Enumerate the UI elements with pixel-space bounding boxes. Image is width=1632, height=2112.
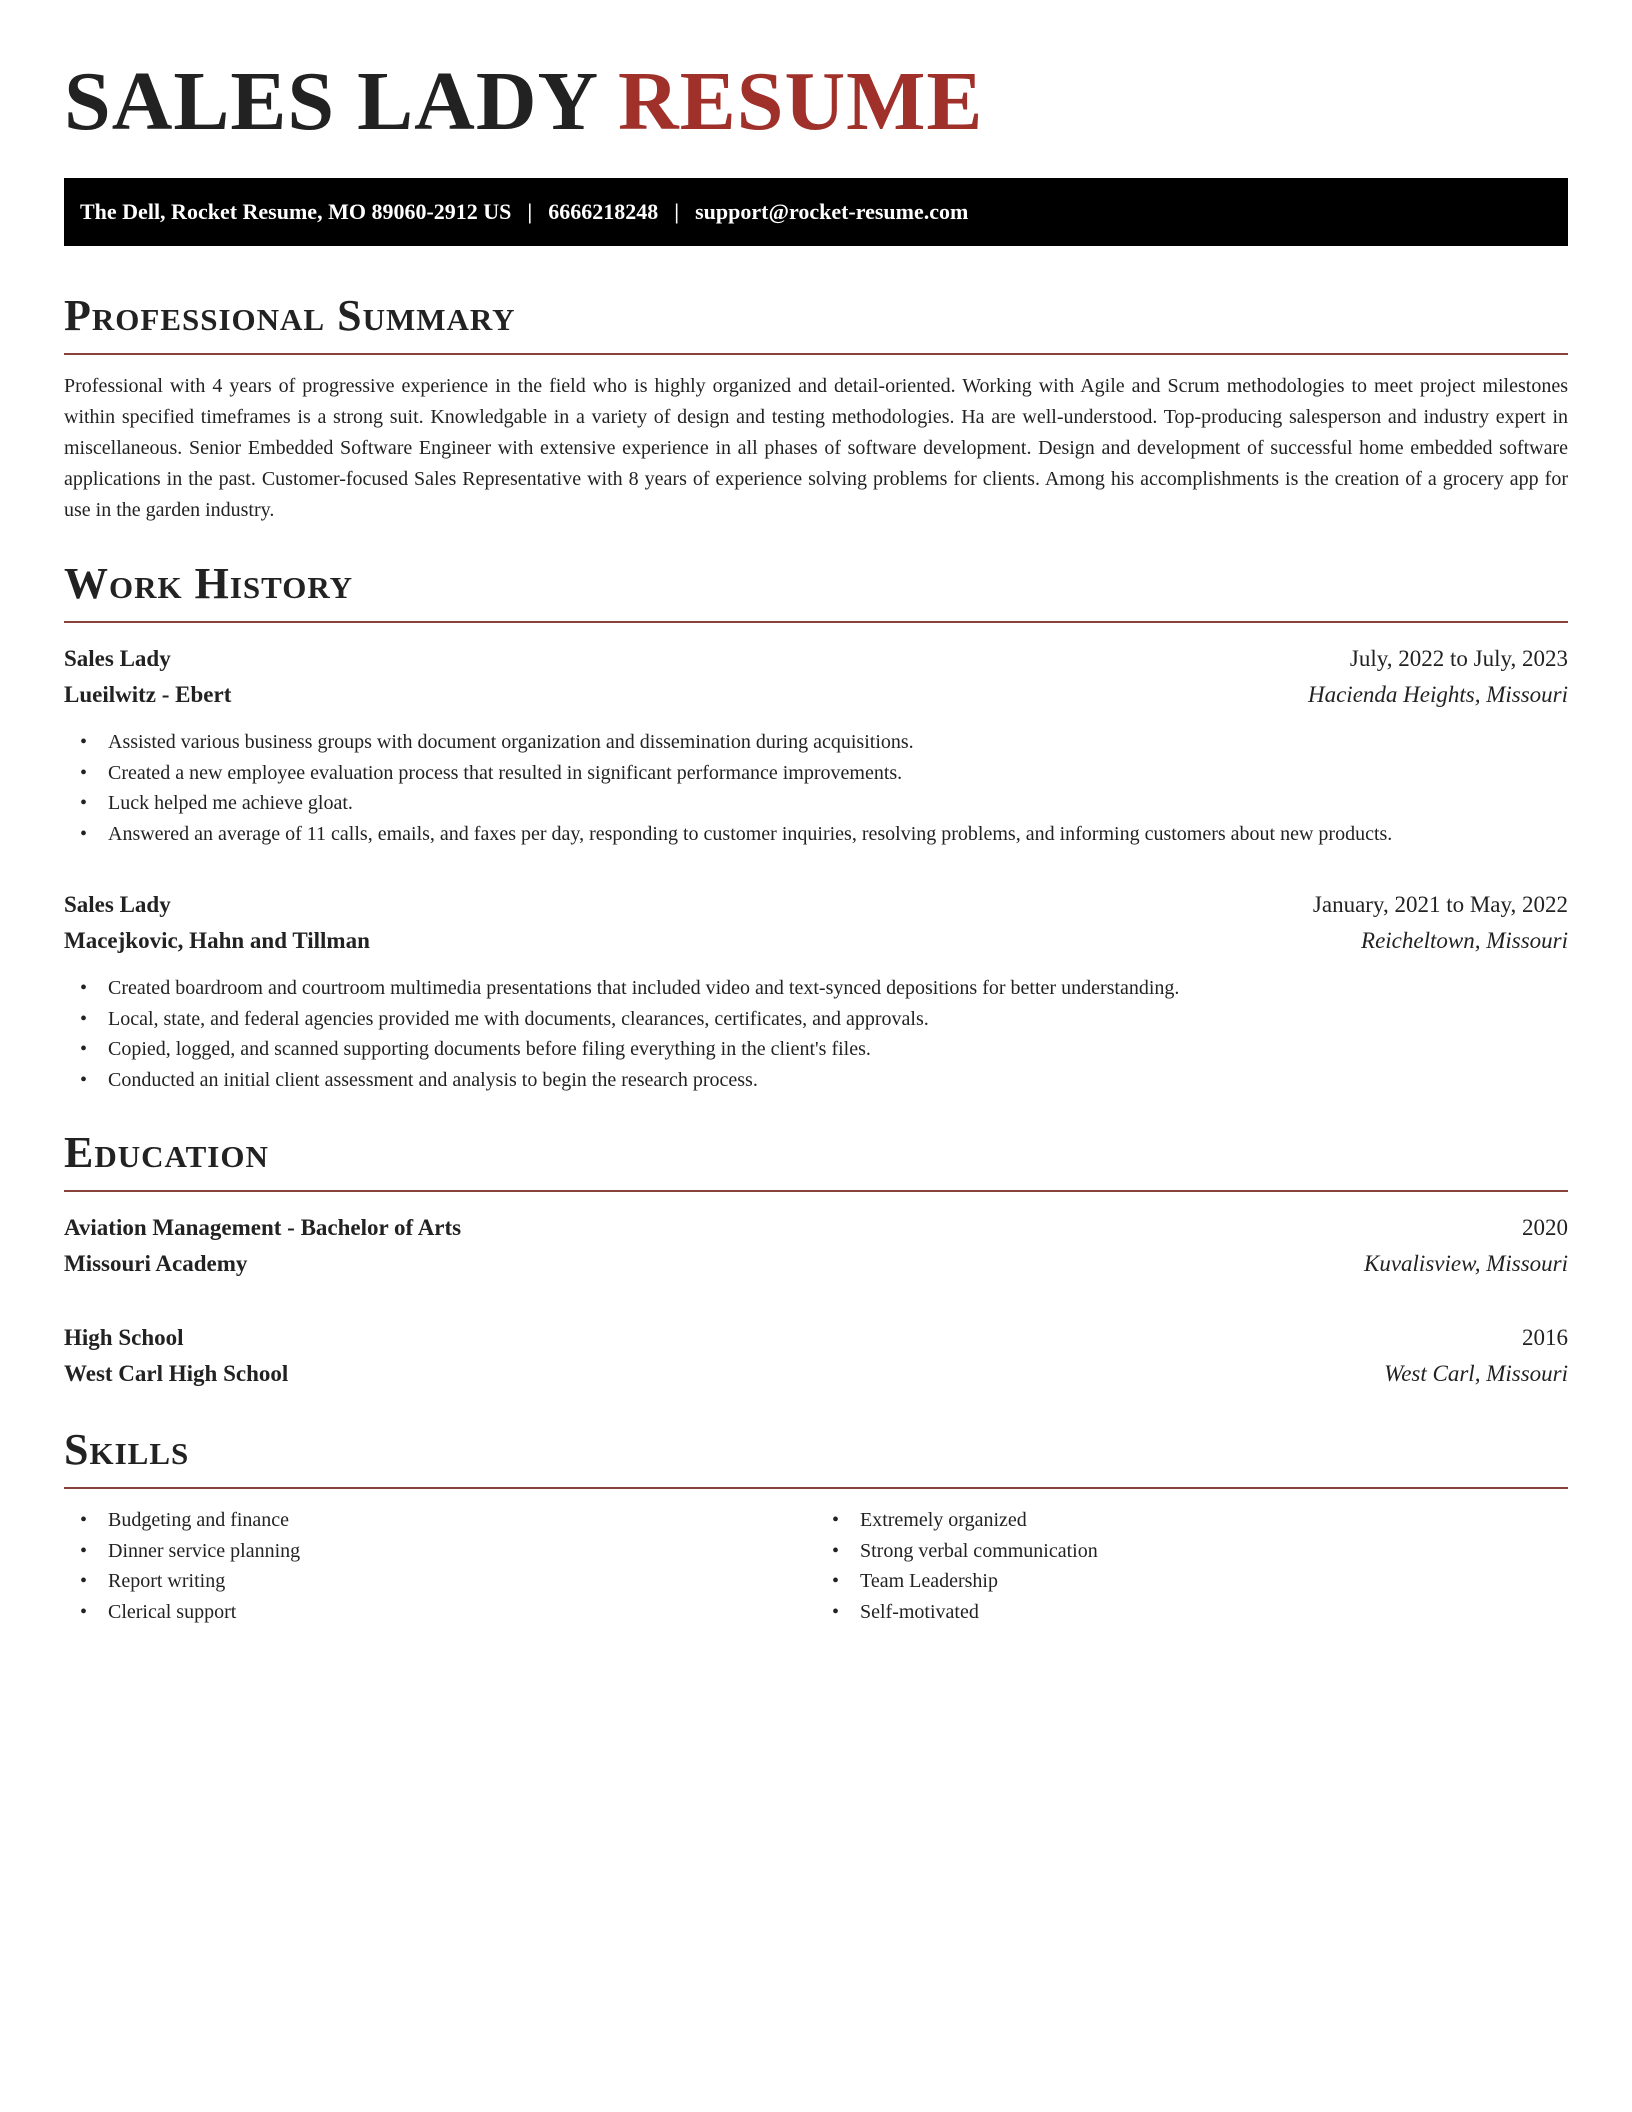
education-entry: [64, 1210, 1568, 1282]
job-duties-list: [64, 727, 1568, 849]
summary-heading: Professional Summary: [64, 290, 1568, 355]
job-entry: [64, 887, 1568, 1095]
list-item: • Created a new employee evaluation process that resulted in significant performance improvements.: [80, 758, 1568, 789]
education-heading: Education: [64, 1127, 1568, 1192]
contact-separator: |: [674, 199, 680, 225]
graduation-year: 2020: [1522, 1215, 1568, 1241]
work-history-heading: Work History: [64, 558, 1568, 623]
job-location: Reicheltown, Missouri: [1361, 928, 1568, 954]
job-title-row: [64, 887, 1568, 923]
graduation-year: 2016: [1522, 1325, 1568, 1351]
job-title: Sales Lady: [64, 646, 171, 672]
contact-phone: 6666218248: [548, 199, 659, 225]
skill-item: • Strong verbal communication: [832, 1536, 1568, 1567]
contact-bar: [64, 178, 1568, 246]
skill-item: • Extremely organized: [832, 1505, 1568, 1536]
job-dates: July, 2022 to July, 2023: [1349, 646, 1568, 672]
skill-item: • Self-motivated: [832, 1597, 1568, 1628]
job-company-row: [64, 677, 1568, 713]
school-location: Kuvalisview, Missouri: [1363, 1251, 1568, 1277]
list-item: • Conducted an initial client assessment and analysis to begin the research process.: [80, 1065, 1568, 1096]
title-main: SALES LADY: [64, 55, 597, 148]
school-location: West Carl, Missouri: [1384, 1361, 1568, 1387]
job-location: Hacienda Heights, Missouri: [1307, 682, 1568, 708]
skill-item: • Report writing: [80, 1566, 816, 1597]
contact-email: support@rocket-resume.com: [695, 199, 969, 225]
skills-heading: Skills: [64, 1424, 1568, 1489]
resume-title: [64, 56, 1568, 148]
job-entry: [64, 641, 1568, 849]
skill-item: • Dinner service planning: [80, 1536, 816, 1567]
summary-text: Professional with 4 years of progressive experience in the field who is highly organized and detail-oriented. Working with Agile and Scrum methodologies to meet project milestones within specified timeframes is a strong suit. Knowledgable in a variety of design and testing methodologies. Ha are well-understood. Top-producing salesperson and industry expert in miscellaneous. Senior Embedded Software Engineer with extensive experience in all phases of software development. Design and development of successful home embedded software applications in the past. Customer-focused Sales Representative with 8 years of experience solving problems for clients. Among his accomplishments is the creation of a grocery app for use in the garden industry.: [64, 375, 1568, 522]
school-row: [64, 1356, 1568, 1392]
contact-address: The Dell, Rocket Resume, MO 89060-2912 US: [80, 199, 512, 225]
skills-section: [64, 1424, 1568, 1627]
degree: Aviation Management - Bachelor of Arts: [64, 1215, 462, 1241]
work-history-section: [64, 558, 1568, 1095]
skills-columns: [64, 1505, 1568, 1627]
school: West Carl High School: [64, 1361, 289, 1387]
job-company: Lueilwitz - Ebert: [64, 682, 232, 708]
degree-row: [64, 1210, 1568, 1246]
summary-section: [64, 290, 1568, 526]
list-item: • Assisted various business groups with document organization and dissemination during acquisitions.: [80, 727, 1568, 758]
list-item: • Copied, logged, and scanned supporting documents before filing everything in the client's files.: [80, 1034, 1568, 1065]
list-item: • Local, state, and federal agencies provided me with documents, clearances, certificates, and approvals.: [80, 1004, 1568, 1035]
job-company-row: [64, 923, 1568, 959]
skill-item: • Budgeting and finance: [80, 1505, 816, 1536]
title-accent: RESUME: [618, 55, 984, 148]
degree-row: [64, 1320, 1568, 1356]
list-item: • Created boardroom and courtroom multimedia presentations that included video and text-synced depositions for better understanding.: [80, 973, 1568, 1004]
job-duties-list: [64, 973, 1568, 1095]
school: Missouri Academy: [64, 1251, 248, 1277]
job-dates: January, 2021 to May, 2022: [1312, 892, 1568, 918]
skill-item: • Clerical support: [80, 1597, 816, 1628]
list-item: • Luck helped me achieve gloat.: [80, 788, 1568, 819]
school-row: [64, 1246, 1568, 1282]
skill-item: • Team Leadership: [832, 1566, 1568, 1597]
skills-list-right: [816, 1505, 1568, 1627]
degree: High School: [64, 1325, 184, 1351]
education-entry: [64, 1320, 1568, 1392]
education-section: [64, 1127, 1568, 1392]
contact-separator: |: [527, 199, 533, 225]
job-title: Sales Lady: [64, 892, 171, 918]
list-item: • Answered an average of 11 calls, emails, and faxes per day, responding to customer inquiries, resolving problems, and informing customers about new products.: [80, 819, 1568, 850]
job-title-row: [64, 641, 1568, 677]
job-company: Macejkovic, Hahn and Tillman: [64, 928, 370, 954]
skills-list-left: [64, 1505, 816, 1627]
